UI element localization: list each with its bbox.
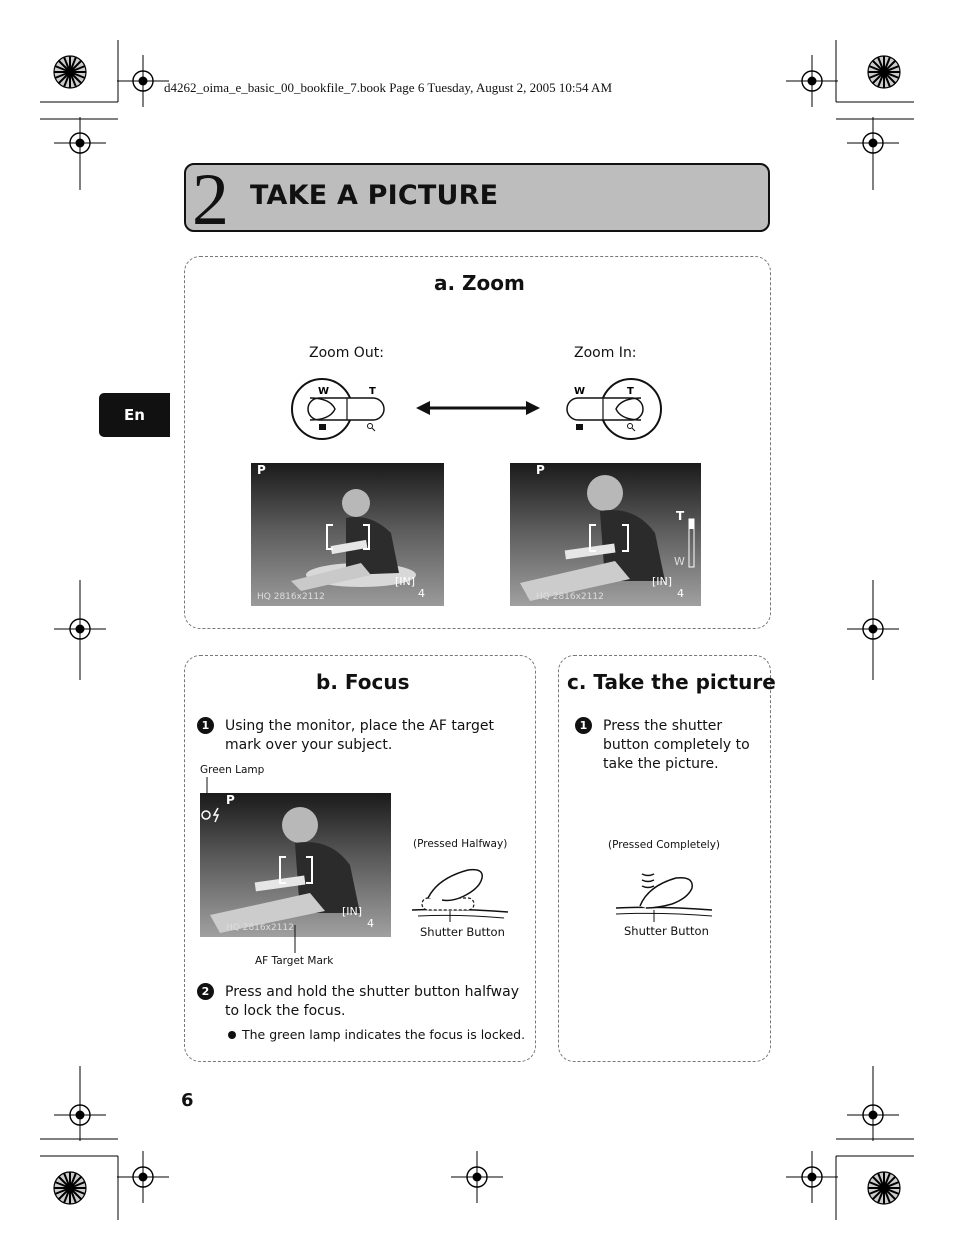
monitor-photo-focus — [200, 793, 391, 937]
lcd-resolution: HQ 2816x2112 — [226, 923, 294, 933]
pressed-completely-label: (Pressed Completely) — [608, 839, 721, 851]
zoom-heading: a. Zoom — [434, 271, 525, 295]
lcd-mode-indicator: P — [536, 463, 545, 477]
lcd-resolution: HQ 2816x2112 — [257, 592, 325, 602]
zoom-lever-w-icon — [290, 376, 390, 440]
lcd-quality-indicator: [IN] — [652, 575, 673, 588]
monitor-photo-zoom-in — [510, 463, 701, 606]
take-step1-number: 1 — [575, 717, 592, 734]
book-header-line: d4262_oima_e_basic_00_bookfile_7.book Page 6 Tuesday, August 2, 2005 10:54 AM — [164, 80, 613, 95]
shutter-half-press-icon — [408, 862, 512, 926]
chapter-number: 2 — [192, 159, 229, 241]
lcd-shots-remaining: 4 — [418, 587, 425, 600]
shutter-button-label: Shutter Button — [420, 925, 505, 939]
double-arrow-icon — [416, 398, 540, 418]
take-picture-heading: c. Take the picture — [567, 670, 776, 694]
focus-step2-text: Press and hold the shutter button halfway to lock the focus. — [225, 984, 519, 1019]
zoom-out-label: Zoom Out: — [309, 345, 384, 361]
take-step1-text: Press the shutter button completely to take the picture. — [603, 718, 750, 772]
focus-heading: b. Focus — [316, 670, 410, 694]
lcd-quality-indicator: [IN] — [342, 905, 363, 918]
shutter-button-label: Shutter Button — [624, 924, 709, 938]
zoom-in-label: Zoom In: — [574, 345, 637, 361]
af-target-mark-label: AF Target Mark — [255, 955, 334, 967]
lcd-mode-indicator: P — [226, 793, 235, 807]
svg-text:W: W — [574, 386, 586, 397]
focus-step2-number: 2 — [197, 983, 214, 1000]
lcd-resolution: HQ 2816x2112 — [536, 592, 604, 602]
focus-bullet-text: The green lamp indicates the focus is locked. — [242, 1027, 526, 1042]
lcd-zoom-w-indicator: W — [674, 555, 685, 568]
page-number: 6 — [181, 1090, 194, 1111]
lcd-quality-indicator: [IN] — [395, 575, 416, 588]
zoom-lever-t-icon — [564, 376, 668, 440]
focus-step1-number: 1 — [197, 717, 214, 734]
pressed-halfway-label: (Pressed Halfway) — [413, 838, 508, 850]
language-tab: En — [99, 393, 170, 437]
lcd-shots-remaining: 4 — [367, 917, 374, 930]
svg-text:T: T — [627, 386, 634, 397]
lcd-shots-remaining: 4 — [677, 587, 684, 600]
lcd-mode-indicator: P — [257, 463, 266, 477]
af-callout-line-icon — [292, 925, 298, 955]
monitor-photo-zoom-out — [251, 463, 444, 606]
green-lamp-label: Green Lamp — [200, 764, 265, 776]
lcd-zoom-t-indicator: T — [676, 509, 685, 523]
shutter-full-press-icon — [612, 868, 716, 924]
lever-t-letter: T — [369, 386, 376, 397]
chapter-title: TAKE A PICTURE — [250, 180, 499, 211]
lever-w-letter: W — [318, 386, 330, 397]
bullet-dot-icon — [228, 1031, 236, 1039]
focus-step1-text: Using the monitor, place the AF target mark over your subject. — [225, 718, 494, 753]
